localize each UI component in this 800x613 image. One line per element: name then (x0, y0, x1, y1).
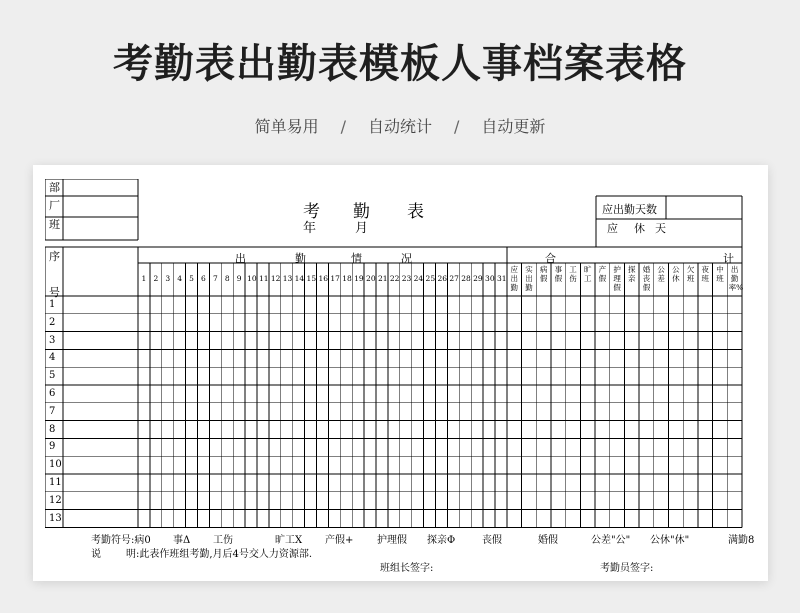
summary-header-8: 护理假 (613, 265, 621, 292)
label-num: 号 (49, 286, 60, 299)
page-title: 考勤表出勤表模板人事档案表格 (113, 41, 687, 87)
summary-header-1: 应出勤 (510, 265, 518, 292)
row-number-1: 1 (49, 299, 56, 310)
day-header-3: 3 (165, 274, 171, 283)
legend-full: 满勤8 (728, 535, 755, 546)
day-header-18: 18 (342, 274, 352, 283)
row-number-7: 7 (49, 405, 56, 417)
summary-header-3: 病假 (539, 265, 548, 283)
summary-header-10: 婚丧假 (642, 265, 651, 292)
summary-header-4: 事假 (554, 265, 563, 283)
legend-nursing: 护理假 (377, 535, 407, 546)
summary-header-12: 公休 (672, 265, 680, 283)
day-header-26: 26 (437, 274, 447, 283)
tag-auto-stats: 自动统计 (367, 117, 432, 136)
day-header-20: 20 (366, 274, 376, 283)
label-factory: 厂 (49, 199, 60, 212)
day-header-2: 2 (153, 274, 159, 283)
feature-tags: 简单易用 / 自动统计 / 自动更新 (254, 117, 546, 136)
day-header-16: 16 (318, 274, 328, 283)
form-grid (45, 179, 743, 579)
note-text: 明:此表作班组考勤,月后4号交人力资源部. (126, 549, 313, 560)
legend-injury: 工伤 (213, 535, 233, 546)
form-title-char-3: 表 (407, 202, 424, 222)
row-number-11: 11 (49, 477, 62, 488)
section-total-2: 计 (723, 252, 734, 265)
summary-header-7: 产假 (598, 265, 607, 283)
summary-header-2: 实出勤 (525, 265, 533, 292)
legend-rest: 公休"休" (650, 535, 690, 546)
day-header-31: 31 (496, 274, 507, 283)
legend-funeral: 丧假 (482, 535, 502, 546)
row-number-9: 9 (49, 441, 56, 453)
legend-absent: 旷工X (275, 535, 303, 546)
row-number-4: 4 (49, 352, 56, 364)
form-title-char-1: 考 (303, 202, 320, 222)
label-rest-2: 休 (634, 222, 645, 235)
day-header-12: 12 (270, 274, 281, 283)
row-number-13: 13 (49, 512, 62, 524)
day-header-10: 10 (247, 274, 257, 283)
signature-team-leader: 班组长签字: (380, 563, 434, 574)
section-attendance-4: 况 (401, 252, 412, 265)
day-header-1: 1 (141, 274, 147, 283)
day-header-29: 29 (473, 274, 483, 283)
label-year: 年 (303, 221, 317, 236)
note-label: 说 (91, 549, 101, 560)
summary-header-14: 夜班 (701, 265, 710, 283)
legend-sick: 考勤符号:病0 (91, 535, 151, 546)
label-required-days: 应出勤天数 (602, 203, 657, 216)
row-number-10: 10 (49, 459, 62, 471)
tag-easy: 简单易用 (254, 117, 319, 136)
day-header-23: 23 (401, 274, 412, 283)
section-attendance-2: 勤 (295, 252, 306, 265)
section-attendance-3: 情 (351, 252, 362, 265)
day-header-7: 7 (212, 274, 218, 283)
day-header-11: 11 (258, 274, 269, 283)
row-number-2: 2 (49, 316, 56, 328)
day-header-28: 28 (461, 274, 471, 283)
row-number-6: 6 (49, 388, 56, 399)
label-rest-1: 应 (607, 222, 618, 235)
summary-header-15: 中班 (716, 265, 724, 283)
attendance-sheet-preview (33, 165, 768, 581)
legend-maternity: 产假+ (325, 535, 354, 546)
row-number-12: 12 (49, 494, 62, 506)
summary-header-16: 出勤率% (728, 265, 744, 292)
label-month: 月 (355, 221, 369, 236)
day-header-14: 14 (294, 274, 305, 283)
section-attendance-1: 出 (235, 252, 246, 265)
day-header-5: 5 (189, 274, 194, 283)
day-header-27: 27 (449, 274, 459, 283)
label-team: 班 (49, 218, 60, 231)
row-number-5: 5 (49, 370, 56, 382)
form-title-char-2: 勤 (353, 202, 370, 222)
day-header-4: 4 (177, 274, 183, 283)
section-total-1: 合 (545, 252, 556, 265)
legend-personal: 事Δ (173, 535, 191, 546)
day-header-19: 19 (354, 274, 364, 283)
label-rest-3: 天 (655, 222, 666, 235)
label-seq: 序 (49, 250, 60, 263)
day-header-24: 24 (413, 274, 424, 283)
day-header-6: 6 (201, 274, 206, 283)
summary-header-11: 公差 (657, 265, 665, 283)
day-header-21: 21 (377, 274, 388, 283)
day-header-8: 8 (224, 274, 230, 283)
attendance-form (45, 179, 755, 579)
tag-auto-update: 自动更新 (481, 117, 546, 136)
summary-header-9: 探亲 (628, 265, 636, 283)
day-header-15: 15 (306, 274, 317, 283)
legend-business: 公差"公" (591, 535, 631, 546)
label-department: 部 (49, 181, 60, 194)
day-header-17: 17 (330, 274, 340, 283)
summary-header-13: 欠班 (686, 265, 695, 283)
day-header-22: 22 (389, 274, 400, 283)
day-header-9: 9 (236, 274, 242, 283)
day-header-25: 25 (425, 274, 436, 283)
legend-family-visit: 探亲Φ (427, 535, 456, 546)
legend-marriage: 婚假 (538, 535, 558, 546)
day-header-30: 30 (485, 274, 495, 283)
row-number-3: 3 (49, 334, 56, 346)
signature-clerk: 考勤员签字: (600, 563, 654, 574)
day-header-13: 13 (282, 274, 293, 283)
summary-header-5: 工伤 (569, 265, 577, 283)
summary-header-6: 旷工 (583, 265, 592, 283)
row-number-8: 8 (49, 423, 56, 435)
